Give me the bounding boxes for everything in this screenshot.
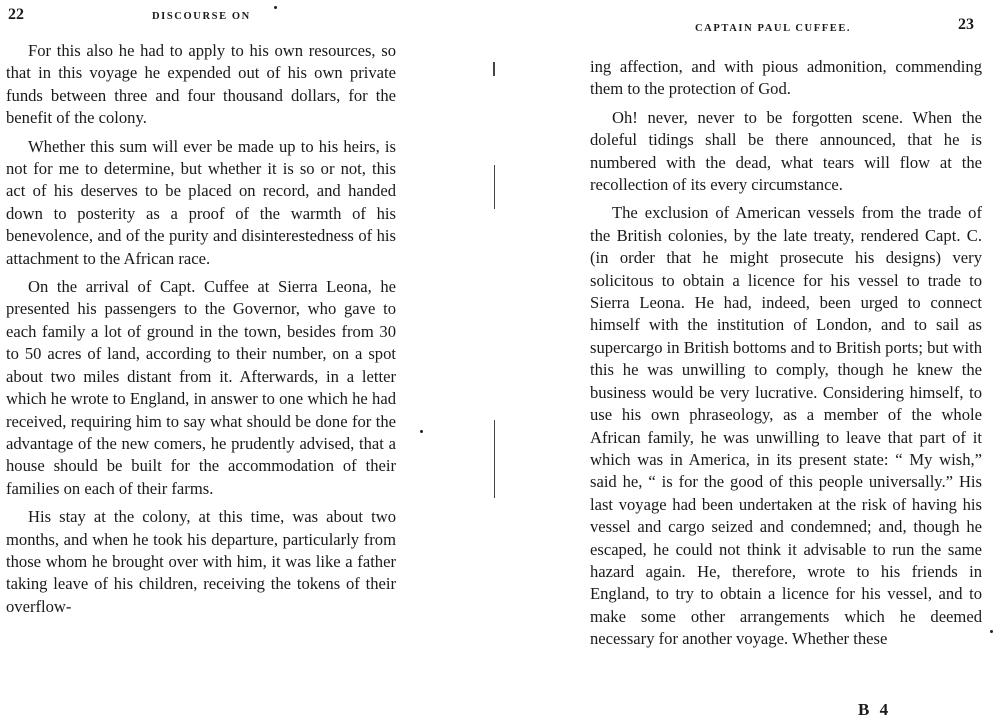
right-page (560, 0, 1000, 728)
right-page-body (590, 56, 982, 657)
running-title-right: CAPTAIN PAUL CUFFEE. (695, 23, 852, 34)
paragraph-left-3: On the arrival of Capt. Cuffee at Sierra Leona, he presented his passengers to the Governor, who gave to each family a lot of ground in the town, besides from 30 to 50 acres of land, according to their number, on a spot about two miles distant from it. Afterwards, in a letter which he wrote to England, in answer to one which he had received, requiring him to say what should be done for the advantage of the new comers, he prudently advised, that a house should be built for the accommodation of their families on each of their farms. (6, 277, 396, 498)
left-page (0, 0, 420, 728)
paragraph-right-3: The exclusion of American vessels from the trade of the British colonies, by the late treaty, rendered Capt. C. (in order that he might prosecute his designs) very solicitous to obtain a licence for his vessel to trade to Sierra Leona. He had, indeed, been urged to connect himself with the institution of London, and to sail as supercargo in British bottoms and to British ports; but with this he was unwilling to comply, though he knew the business would be very lucrative. Considering himself, to use his own phraseology, as a member of the whole African family, he was unwilling to leave that part of it which was in America, in its present state: “ My wish,” said he, “ is for the good of this people universally.” His last voyage had been undertaken at the risk of having his vessel and cargo seized and condemned; and, though he escaped, he could not think it advisable to run the same hazard again. He, therefore, wrote to his friends in England, to try to obtain a licence for his vessel, and to make some other arrangements which he deemed necessary for another voyage. Whether these (590, 203, 982, 649)
paragraph-left-4: His stay at the colony, at this time, was about two months, and when he took his departure, particularly from those whom he brought over with him, it was like a father taking leave of his children, receiving the tokens of their overflow- (6, 507, 396, 616)
paragraph-right-1: ing affection, and with pious admonition, commending them to the protection of God. (590, 57, 982, 99)
margin-dot-left (420, 430, 423, 433)
page-number-22: 22 (8, 6, 24, 23)
ink-dot (274, 6, 277, 9)
running-title-left: DISCOURSE ON (152, 11, 251, 22)
gutter-mark-top (493, 62, 495, 76)
gutter-mark-lower (494, 420, 495, 498)
paragraph-right-2: Oh! never, never to be forgotten scene. When the doleful tidings shall be there announced, that he is numbered with the dead, what tears will flow at the recollection of its every circumstance. (590, 107, 982, 195)
page-number-23: 23 (958, 16, 974, 33)
gutter-mark-middle (494, 165, 495, 209)
paragraph-left-2: Whether this sum will ever be made up to his heirs, is not for me to determine, but whether it is so or not, this act of his deserves to be placed on record, and handed down to posterity as a proof of the warmth of his benevolence, and of the purity and disinterestedness of his attachment to the African race. (6, 136, 396, 268)
left-page-body (6, 40, 396, 624)
paragraph-left-1: For this also he had to apply to his own resources, so that in this voyage he expended out of his own private funds between three and four thousand dollars, for the benefit of the colony. (6, 41, 396, 128)
signature-mark: B 4 (858, 700, 892, 719)
